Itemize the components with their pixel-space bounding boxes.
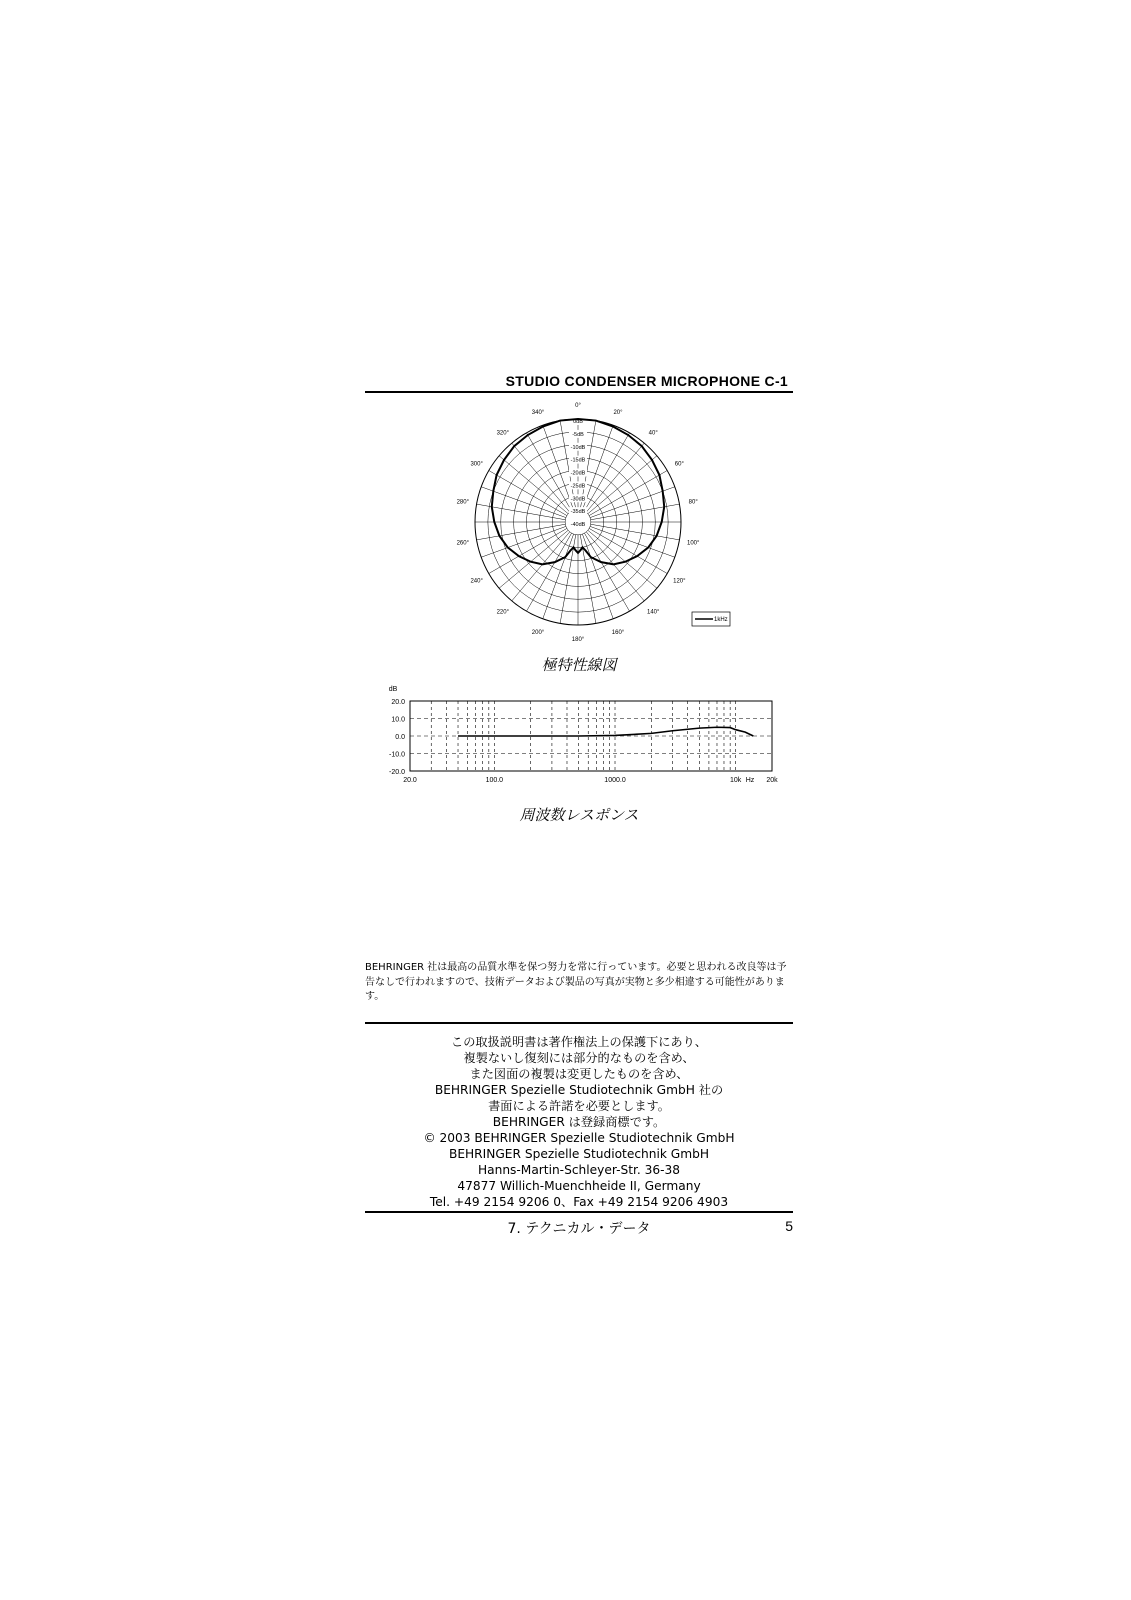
- polar-grid-spoke: [499, 456, 568, 514]
- copyright-line: 書面による許諾を必要とします。: [488, 1099, 670, 1113]
- copyright-line: © 2003 BEHRINGER Spezielle Studiotechnik GmbH: [423, 1131, 735, 1145]
- polar-ring-label: -15dB: [570, 457, 586, 464]
- polar-angle-label: 120°: [673, 578, 686, 585]
- polar-angle-label: 80°: [688, 499, 698, 506]
- polar-ring-label: 0dB: [573, 419, 583, 425]
- polar-legend-label: 1kHz: [714, 617, 728, 623]
- footer-section-title: 7. テクニカル・データ: [507, 1221, 651, 1237]
- polar-angle-label: 260°: [456, 540, 469, 547]
- polar-angle-label: 160°: [611, 629, 625, 636]
- polar-grid-spoke: [489, 471, 567, 516]
- polar-grid-spoke: [481, 526, 566, 557]
- copyright-line: 複製ないし復刻には部分的なものを含め、: [463, 1051, 695, 1065]
- polar-grid-spoke: [582, 534, 613, 619]
- copyright-block: [365, 1034, 793, 1210]
- freq-x-tick-label: 1000.0: [604, 777, 626, 784]
- freq-x-tick-label: 20.0: [403, 777, 417, 784]
- polar-grid-spoke: [589, 528, 667, 573]
- polar-angle-label: 220°: [496, 609, 510, 616]
- polar-angle-label: 0°: [575, 403, 581, 409]
- polar-ring-label: -5dB: [572, 431, 584, 438]
- polar-grid-spoke: [543, 425, 574, 510]
- polar-grid-spoke: [589, 471, 667, 516]
- polar-grid-spoke: [588, 530, 657, 588]
- polar-ring-label: -20dB: [570, 470, 586, 477]
- footer-rule: [365, 1211, 793, 1213]
- freq-x-tick-label: 20k: [766, 777, 778, 784]
- polar-grid-spoke: [477, 504, 566, 520]
- polar-chart-caption: 極特性線図: [541, 656, 617, 674]
- polar-grid-spoke: [512, 443, 570, 512]
- quality-notice: BEHRINGER 社は最高の品質水準を保つ努力を常に行っています。必要と思われる改良等は予告なしで行われますので、技術データおよび製品の写真が実物と多少相違する可能性があります。: [365, 962, 787, 1002]
- polar-angle-label: 40°: [648, 430, 658, 437]
- polar-angle-label: 60°: [674, 461, 684, 468]
- polar-ring-label: -35dB: [570, 509, 586, 516]
- freq-y-axis-label: dB: [388, 686, 398, 693]
- polar-grid-spoke: [584, 433, 629, 511]
- copyright-line: Tel. +49 2154 9206 0、Fax +49 2154 9206 4903: [429, 1195, 729, 1209]
- polar-grid-spoke: [588, 456, 657, 514]
- copyright-line: Hanns-Martin-Schleyer-Str. 36-38: [477, 1163, 681, 1177]
- polar-angle-label: 280°: [456, 499, 469, 506]
- copyright-line: BEHRINGER Spezielle Studiotechnik GmbH 社の: [434, 1083, 724, 1097]
- frequency-chart-caption: 周波数レスポンス: [519, 806, 639, 824]
- polar-angle-label: 140°: [646, 609, 660, 616]
- freq-x-tick-label: 100.0: [485, 777, 504, 784]
- polar-grid-spoke: [543, 534, 574, 619]
- polar-angle-label: 340°: [531, 410, 545, 417]
- polar-angle-label: 180°: [571, 637, 585, 643]
- freq-x-tick-label: 10k: [730, 777, 742, 784]
- polar-ring-label: -25dB: [570, 483, 586, 490]
- polar-grid-spoke: [584, 533, 629, 611]
- polar-grid-spoke: [499, 530, 568, 588]
- polar-grid-spoke: [512, 532, 570, 601]
- freq-x-unit-label: Hz: [745, 777, 755, 784]
- page-number: 5: [785, 1218, 793, 1234]
- polar-angle-label: 240°: [470, 578, 483, 585]
- polar-grid-spoke: [582, 425, 613, 510]
- polar-grid-spoke: [586, 443, 644, 512]
- copyright-line: BEHRINGER Spezielle Studiotechnik GmbH: [448, 1147, 710, 1161]
- polar-grid-spoke: [586, 532, 644, 601]
- copyright-line: この取扱説明書は著作権法上の保護下にあり、: [451, 1035, 707, 1049]
- polar-ring-label: -40dB: [570, 522, 586, 528]
- polar-angle-label: 100°: [687, 540, 700, 547]
- polar-grid-spoke: [591, 524, 680, 540]
- freq-y-tick-label: 20.0: [391, 699, 405, 706]
- polar-grid-spoke: [527, 533, 572, 611]
- copyright-line: BEHRINGER は登録商標です。: [492, 1115, 666, 1129]
- freq-y-tick-label: 10.0: [391, 716, 405, 724]
- polar-grid-spoke: [591, 504, 680, 520]
- polar-angle-label: 320°: [496, 430, 510, 437]
- polar-ring-label: -30dB: [570, 496, 586, 503]
- notice-rule: [365, 1022, 793, 1024]
- page-header-title: STUDIO CONDENSER MICROPHONE C-1: [505, 373, 788, 389]
- polar-angle-label: 300°: [470, 461, 483, 468]
- polar-angle-label: 20°: [613, 410, 623, 417]
- polar-grid-spoke: [527, 433, 572, 511]
- copyright-line: また図面の複製は変更したものを含め、: [469, 1067, 689, 1081]
- polar-grid-spoke: [477, 524, 566, 540]
- polar-grid-spoke: [489, 528, 567, 573]
- polar-ring-label: -10dB: [570, 444, 586, 451]
- copyright-line: 47877 Willich-Muenchheide II, Germany: [457, 1179, 701, 1193]
- freq-y-tick-label: 0.0: [395, 734, 405, 741]
- polar-angle-label: 200°: [531, 629, 545, 636]
- freq-y-tick-label: -20.0: [389, 769, 405, 776]
- polar-grid-spoke: [590, 526, 675, 557]
- freq-y-tick-label: -10.0: [389, 751, 405, 759]
